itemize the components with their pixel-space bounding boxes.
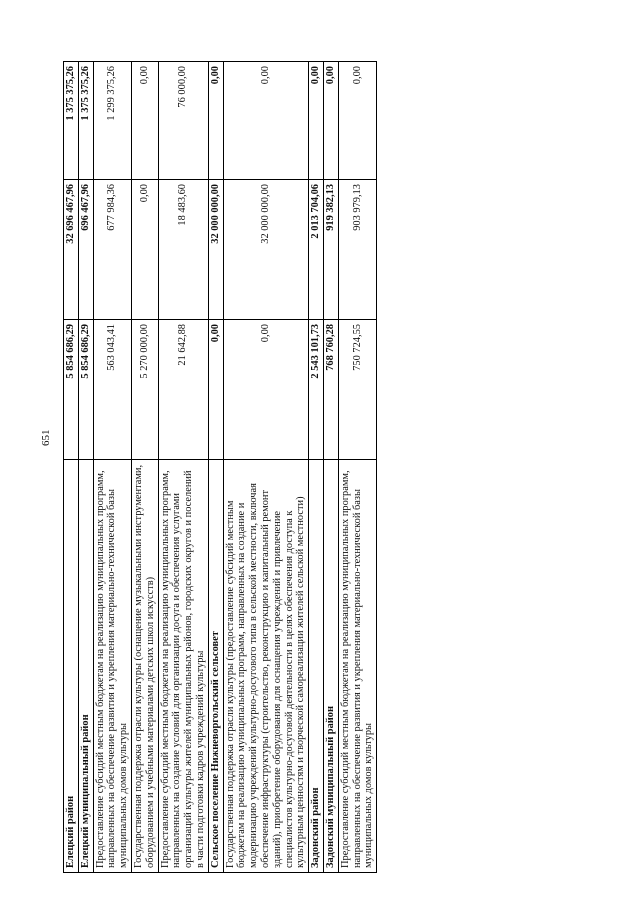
row-value-3: 76 000,00 [158, 62, 208, 180]
row-value-3: 1 299 375,26 [93, 62, 131, 180]
row-value-3: 0,00 [309, 62, 324, 180]
page-number: 651 [40, 429, 52, 446]
row-name: Задонский район [309, 460, 324, 873]
row-value-1: 0,00 [208, 320, 223, 460]
row-value-1: 21 642,88 [158, 320, 208, 460]
row-name: Предоставление субсидий местным бюджетам на реализацию муниципальных программ, направленных на обеспечение развития и укрепления материально-технической базы муниципальных домов культуры [338, 460, 376, 873]
table-row [208, 62, 223, 873]
row-value-2: 677 984,36 [93, 180, 131, 320]
row-name: Сельское поселение Нижневоргольский сельсовет [208, 460, 223, 873]
row-value-3: 0,00 [338, 62, 376, 180]
row-value-2: 32 696 467,96 [64, 180, 79, 320]
row-value-2: 0,00 [131, 180, 158, 320]
row-value-1: 750 724,55 [338, 320, 376, 460]
table-row [309, 62, 324, 873]
row-name: Елецкий муниципальный район [78, 460, 93, 873]
row-value-2: 903 979,13 [338, 180, 376, 320]
row-value-2: 919 382,13 [323, 180, 338, 320]
row-value-3: 1 375 375,26 [64, 62, 79, 180]
row-value-2: 18 483,60 [158, 180, 208, 320]
row-value-3: 0,00 [208, 62, 223, 180]
row-name: Государственная поддержка отрасли культуры (оснащение музыкальными инструментами, оборудованием и учебными материалами детских школ искусств) [131, 460, 158, 873]
table-row [64, 62, 79, 873]
row-value-1: 2 543 101,73 [309, 320, 324, 460]
row-name: Предоставление субсидий местным бюджетам на реализацию муниципальных программ, направленных на обеспечение развития и укрепления материально-технической базы муниципальных домов культуры [93, 460, 131, 873]
row-value-3: 1 375 375,26 [78, 62, 93, 180]
table-row [338, 62, 376, 873]
table-row [158, 62, 208, 873]
row-value-2: 32 000 000,00 [223, 180, 309, 320]
row-value-2: 696 467,96 [78, 180, 93, 320]
row-value-1: 5 270 000,00 [131, 320, 158, 460]
row-name: Предоставление субсидий местным бюджетам на реализацию муниципальных программ, направленных на создание условий для организации досуга и обеспечения услугами организаций культуры жителей муниципальных районов, городских округов и поселений в части подготовки кадров учреждений культуры [158, 460, 208, 873]
row-name: Государственная поддержка отрасли культуры (предоставление субсидий местным бюджетам на реализацию муниципальных программ, направленных на создание и модернизацию учреждений культурно-досугового типа в сельской местности, включая обеспечение инфраструктуры (строительство, реконструкцию и капитальный ремонт зданий), приобретение оборудования для оснащения учреждений и привлечение специалистов культурно-досуговой деятельности в целях обеспечения доступа к культурным ценностям и творческой самореализации жителей сельской местности) [223, 460, 309, 873]
table-row [93, 62, 131, 873]
row-value-1: 5 854 686,29 [64, 320, 79, 460]
row-value-3: 0,00 [323, 62, 338, 180]
table-row [223, 62, 309, 873]
row-value-1: 5 854 686,29 [78, 320, 93, 460]
row-value-3: 0,00 [223, 62, 309, 180]
row-name: Елецкий район [64, 460, 79, 873]
row-value-2: 2 013 704,06 [309, 180, 324, 320]
row-value-1: 0,00 [223, 320, 309, 460]
budget-table [63, 61, 377, 873]
table-row [323, 62, 338, 873]
rotated-page-content [63, 62, 590, 873]
row-value-3: 0,00 [131, 62, 158, 180]
table-row [131, 62, 158, 873]
row-name: Задонский муниципальный район [323, 460, 338, 873]
table-row [78, 62, 93, 873]
row-value-2: 32 000 000,00 [208, 180, 223, 320]
row-value-1: 563 043,41 [93, 320, 131, 460]
row-value-1: 768 760,28 [323, 320, 338, 460]
